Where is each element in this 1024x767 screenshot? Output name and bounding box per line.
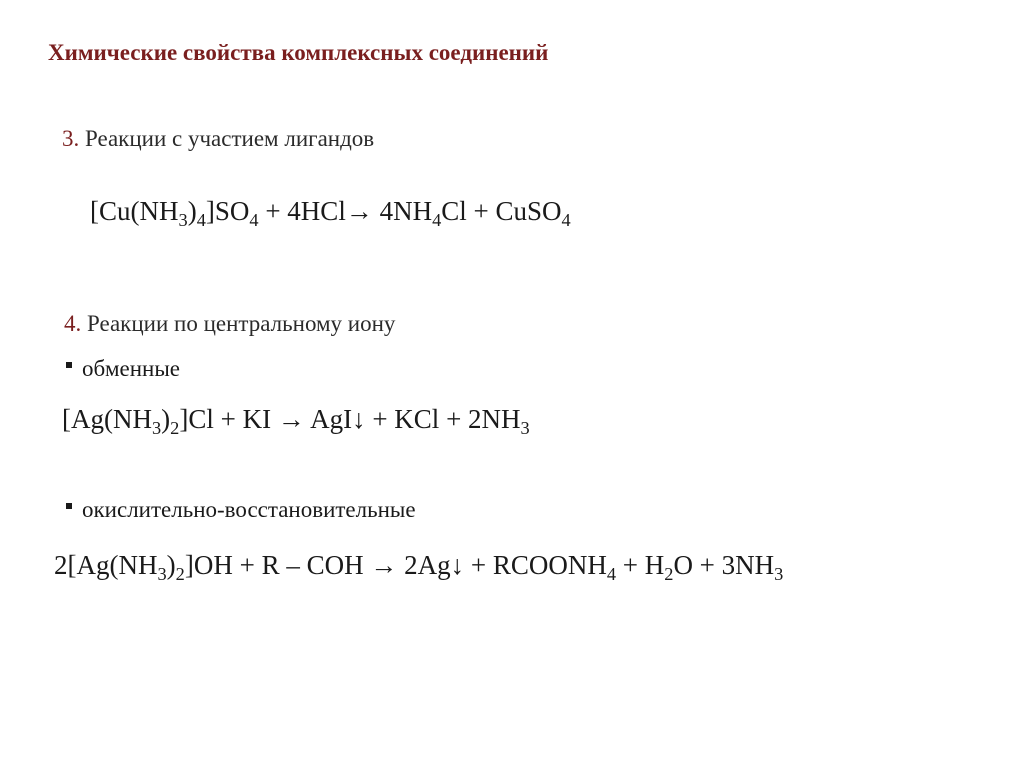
eq-subscript: 3 bbox=[520, 417, 530, 438]
exchange-reaction-equation bbox=[62, 404, 530, 438]
redox-reaction-equation bbox=[54, 550, 784, 584]
section-3-number: 3. bbox=[62, 126, 80, 151]
eq-subscript: 2 bbox=[664, 563, 674, 584]
eq-subscript: 4 bbox=[606, 563, 617, 584]
eq-subscript: 2 bbox=[175, 563, 185, 584]
eq-part: ) bbox=[161, 404, 171, 434]
ligand-reaction-equation bbox=[90, 196, 571, 230]
section-4-number: 4. bbox=[64, 311, 82, 336]
exchange-bullet bbox=[66, 356, 180, 382]
eq-part: ) bbox=[187, 196, 197, 226]
eq-part: ]SO bbox=[205, 196, 250, 226]
eq-subscript: 3 bbox=[157, 563, 167, 584]
section-4-label: Реакции по центральному иону bbox=[87, 311, 396, 336]
square-bullet-icon bbox=[66, 503, 72, 509]
eq-part: Cl + CuSO bbox=[441, 196, 562, 226]
redox-bullet-label: окислительно-восстановительные bbox=[82, 497, 416, 522]
section-4-heading bbox=[64, 311, 395, 337]
eq-subscript: 4 bbox=[432, 209, 442, 230]
square-bullet-icon bbox=[66, 362, 72, 368]
exchange-bullet-label: обменные bbox=[82, 356, 181, 381]
section-3-label: Реакции с участием лигандов bbox=[85, 126, 375, 151]
eq-part: ]Cl + KI → AgI↓ + KCl + 2NH bbox=[179, 404, 521, 434]
eq-subscript: 4 bbox=[249, 209, 259, 230]
eq-subscript: 2 bbox=[170, 417, 180, 438]
eq-subscript: 3 bbox=[151, 417, 162, 438]
eq-part: + 4HCl→ 4NH bbox=[258, 196, 433, 226]
eq-part: ]OH + R – COH → 2Ag↓ + RCOONH bbox=[184, 550, 607, 580]
section-3-heading bbox=[62, 126, 374, 152]
eq-part: + H bbox=[616, 550, 665, 580]
eq-part: [Ag(NH bbox=[62, 404, 152, 434]
redox-bullet bbox=[66, 497, 416, 523]
eq-part: 2[Ag(NH bbox=[54, 550, 158, 580]
eq-subscript: 3 bbox=[178, 209, 188, 230]
eq-subscript: 4 bbox=[561, 209, 571, 230]
eq-part: [Cu(NH bbox=[90, 196, 179, 226]
slide-title: Химические свойства комплексных соединений bbox=[48, 40, 549, 65]
eq-subscript: 4 bbox=[196, 209, 206, 230]
eq-part: ) bbox=[166, 550, 176, 580]
eq-subscript: 3 bbox=[774, 563, 784, 584]
eq-part: O + 3NH bbox=[673, 550, 775, 580]
